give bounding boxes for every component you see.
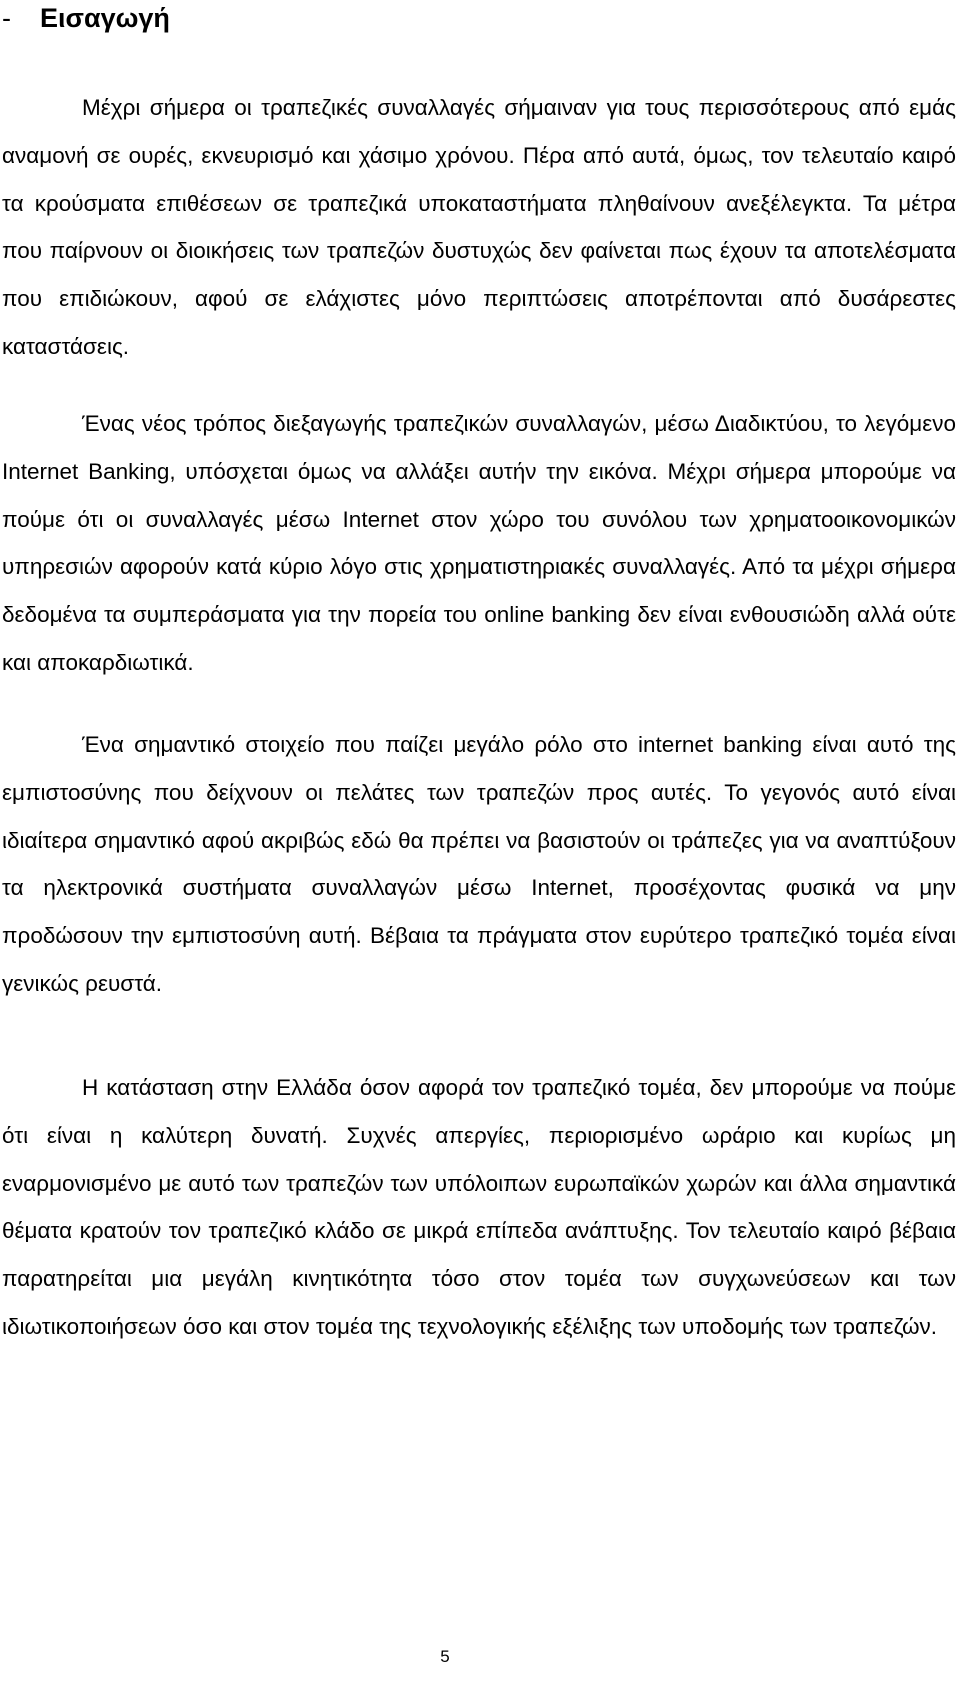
heading-dash: - [2,3,11,33]
paragraph-4: Η κατάσταση στην Ελλάδα όσον αφορά τον τραπεζικό τομέα, δεν μπορούμε να πούμε ότι είναι η καλύτερη δυνατή. Συχνές απεργίες, περιορισμένο ωράριο και κυρίως μη εναρμονισμένο με αυτό των τραπεζών των υπόλοιπων ευρωπαϊκών χωρών και άλλα σημαντικά θέματα κρατούν τον τραπεζικό κλάδο σε μικρά επίπεδα ανάπτυξης. Τον τελευταίο καιρό βέβαια παρατηρείται μια μεγάλη κινητικότητα τόσο στον τομέα των συγχωνεύσεων και των ιδιωτικοποιήσεων όσο και στον τομέα της τεχνολογικής εξέλιξης των υποδομής των τραπεζών. [2,1075,956,1339]
section-heading [2,0,170,38]
paragraph-2: Ένας νέος τρόπος διεξαγωγής τραπεζικών συναλλαγών, μέσω Διαδικτύου, το λεγόμενο Internet Banking, υπόσχεται όμως να αλλάξει αυτήν την εικόνα. Μέχρι σήμερα μπορούμε να πούμε ότι οι συναλλαγές μέσω Internet στον χώρο του συνόλου των χρηματοοικονομικών υπηρεσιών αφορούν κατά κύριο λόγο στις χρηματιστηριακές συναλλαγές. Από τα μέχρι σήμερα δεδομένα τα συμπεράσματα για την πορεία του online banking δεν είναι ενθουσιώδη αλλά ούτε και αποκαρδιωτικά. [2,411,956,675]
heading-title: Εισαγωγή [40,3,170,33]
page-number: 5 [440,1647,450,1666]
paragraph-3: Ένα σημαντικό στοιχείο που παίζει μεγάλο ρόλο στο internet banking είναι αυτό της εμπιστοσύνης που δείχνουν οι πελάτες των τραπεζών προς αυτές. Το γεγονός αυτό είναι ιδιαίτερα σημαντικό αφού ακριβώς εδώ θα πρέπει να βασιστούν οι τράπεζες για να αναπτύξουν τα ηλεκτρονικά συστήματα συναλλαγών μέσω Internet, προσέχοντας φυσικά να μην προδώσουν την εμπιστοσύνη αυτή. Βέβαια τα πράγματα στον ευρύτερο τραπεζικό τομέα είναι γενικώς ρευστά. [2,732,956,996]
paragraph-1: Μέχρι σήμερα οι τραπεζικές συναλλαγές σήμαιναν για τους περισσότερους από εμάς αναμονή σε ουρές, εκνευρισμό και χάσιμο χρόνου. Πέρα από αυτά, όμως, τον τελευταίο καιρό τα κρούσματα επιθέσεων σε τραπεζικά υποκαταστήματα πληθαίνουν ανεξέλεγκτα. Τα μέτρα που παίρνουν οι διοικήσεις των τραπεζών δυστυχώς δεν φαίνεται πως έχουν τα αποτελέσματα που επιδιώκουν, αφού σε ελάχιστες μόνο περιπτώσεις αποτρέπονται από δυσάρεστες καταστάσεις. [2,95,956,359]
